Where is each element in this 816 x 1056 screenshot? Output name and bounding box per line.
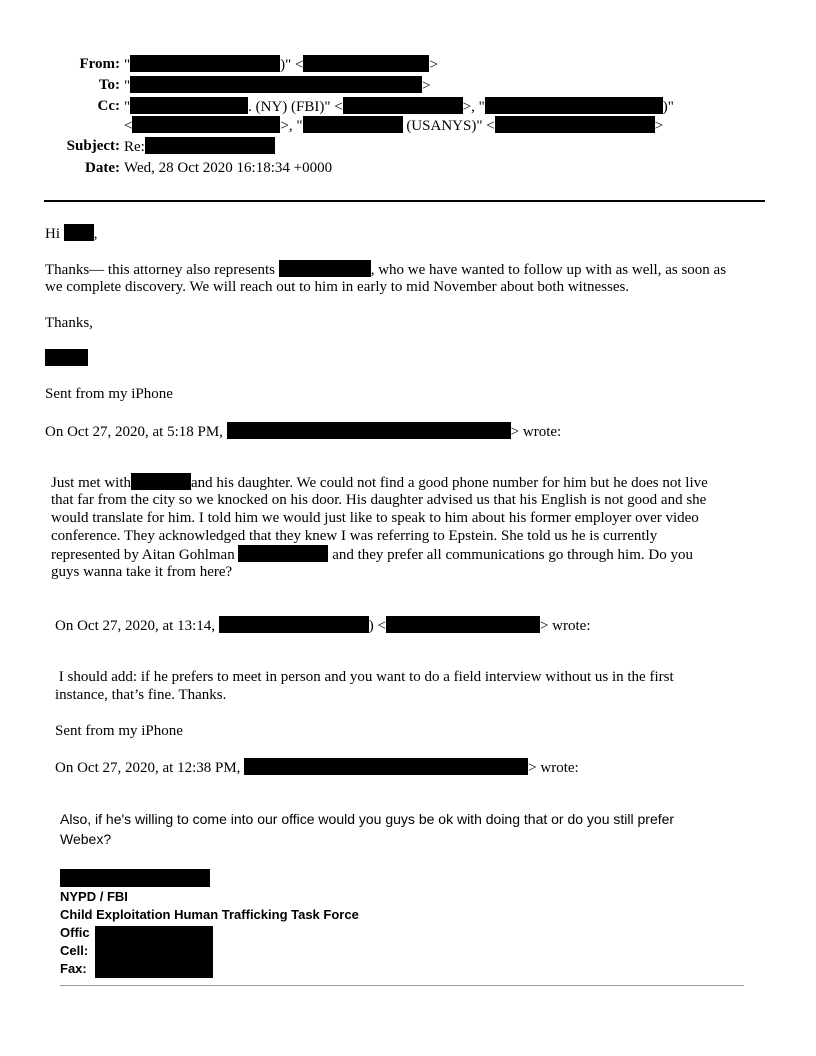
sent-from-iphone-2: Sent from my iPhone [55, 723, 183, 739]
redaction [244, 758, 528, 775]
redaction [227, 422, 511, 439]
quote1-line1: Just met with and his daughter. We could not find a good phone number for him but he does not live [51, 475, 708, 491]
redaction [219, 616, 369, 633]
greeting: Hi , [45, 226, 98, 242]
redaction [131, 473, 191, 490]
redaction [130, 76, 422, 93]
quote2-line2: instance, that’s fine. Thanks. [55, 687, 227, 703]
quote3-line1: Also, if he's willing to come into our office would you guys be ok with doing that or do you still prefer [60, 811, 675, 827]
quote1-line5: represented by Aitan Gohlman and they prefer all communications go through him. Do you [51, 547, 693, 563]
quote1-line2: that far from the city so we knocked on his door. His daughter advised us that his English is not good and she [51, 492, 707, 508]
signature-name-redaction [60, 869, 210, 889]
quote2-header: On Oct 27, 2020, at 13:14, ) < > wrote: [55, 618, 591, 634]
redaction [64, 224, 94, 241]
redaction [130, 97, 248, 114]
message-paragraph-line2: we complete discovery. We will reach out to him in early to mid November about both witnesses. [45, 279, 630, 295]
from-label: From: [79, 56, 120, 72]
redaction [130, 55, 280, 72]
redaction [343, 97, 463, 114]
quote2-line1: I should add: if he prefers to meet in person and you want to do a field interview without us in the first [58, 669, 674, 685]
quote1-line6: guys wanna take it from here? [51, 564, 233, 580]
redaction [132, 116, 280, 133]
date-value: Wed, 28 Oct 2020 16:18:34 +0000 [124, 160, 333, 176]
to-value: " > [124, 78, 431, 94]
from-value: " )" < > [124, 57, 438, 73]
redaction [303, 55, 429, 72]
quote1-line3: would translate for him. I told him we would just like to speak to him about his former employer over video [51, 510, 699, 526]
signature-office-label: Offic [60, 925, 90, 940]
signature-org: NYPD / FBI [60, 889, 128, 904]
redaction [238, 545, 328, 562]
subject-label: Subject: [66, 138, 120, 154]
quote3-header: On Oct 27, 2020, at 12:38 PM, > wrote: [55, 760, 579, 776]
redaction [45, 349, 88, 366]
signature-divider [60, 985, 744, 986]
signature-unit: Child Exploitation Human Trafficking Task Force [60, 907, 359, 922]
quote3-line2: Webex? [60, 831, 112, 847]
message-paragraph-line1: Thanks— this attorney also represents , who we have wanted to follow up with as well, as soon as [45, 262, 727, 278]
sent-from-iphone: Sent from my iPhone [45, 386, 173, 402]
cc-label: Cc: [97, 98, 120, 114]
redaction [279, 260, 371, 277]
sign-off: Thanks, [45, 315, 93, 331]
redaction [495, 116, 655, 133]
redaction [145, 137, 275, 154]
signature-redaction [45, 349, 88, 368]
subject-value: Re: [124, 137, 275, 156]
signature-cell-label: Cell: [60, 943, 89, 958]
quote1-header: On Oct 27, 2020, at 5:18 PM, > wrote: [45, 424, 562, 440]
signature-contact-redaction [95, 926, 213, 978]
date-label: Date: [85, 160, 120, 176]
signature-fax-label: Fax: [60, 961, 87, 976]
redaction [485, 97, 663, 114]
cc-value-line2: < >, " (USANYS)" < > [124, 118, 664, 134]
redaction [386, 616, 540, 633]
redaction [60, 869, 210, 887]
quote1-line4: conference. They acknowledged that they knew I was referring to Epstein. She told us he is currently [51, 528, 658, 544]
to-label: To: [98, 77, 120, 93]
cc-value-line1: " . (NY) (FBI)" < >, " )" [124, 99, 674, 115]
redaction [303, 116, 403, 133]
header-divider [44, 200, 765, 202]
